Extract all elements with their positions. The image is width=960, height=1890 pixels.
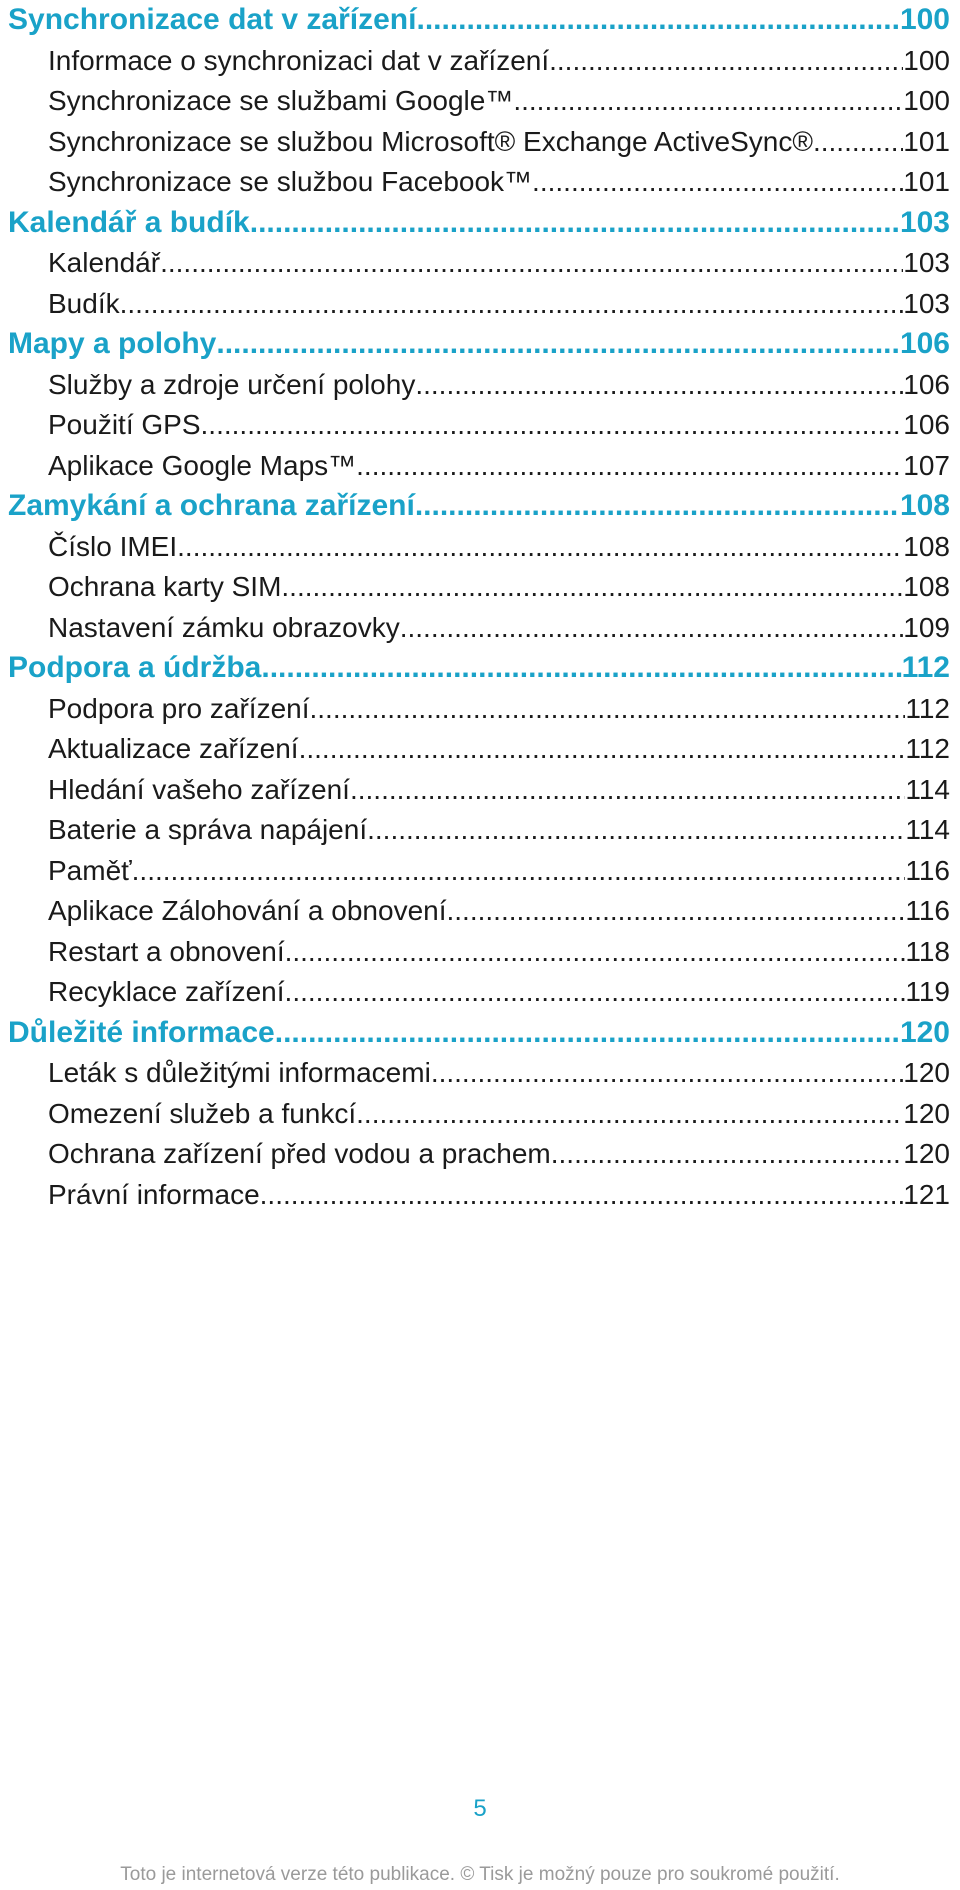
toc-entry-label: Budík — [48, 287, 120, 319]
toc-dot-leader — [299, 729, 906, 770]
toc-entry-label: Restart a obnovení — [48, 935, 285, 967]
toc-dot-leader — [285, 972, 906, 1013]
toc-subsection-entry[interactable] — [8, 527, 950, 568]
toc-entry-page: 103 — [899, 205, 950, 239]
toc-entry-page: 100 — [899, 3, 950, 36]
toc-entry-page: 116 — [905, 854, 950, 886]
toc-entry-page: 120 — [903, 1097, 950, 1129]
toc-subsection-entry[interactable] — [8, 567, 950, 608]
toc-entry-page: 112 — [901, 651, 950, 684]
toc-subsection-entry[interactable] — [8, 405, 950, 446]
toc-subsection-entry[interactable] — [8, 1134, 950, 1175]
toc-dot-leader — [513, 81, 903, 122]
toc-section-entry[interactable] — [8, 1013, 950, 1054]
toc-section-entry[interactable] — [8, 648, 950, 689]
toc-entry-label: Ochrana zařízení před vodou a prachem — [48, 1138, 551, 1169]
toc-subsection-entry[interactable] — [8, 972, 950, 1013]
toc-dot-leader — [356, 446, 903, 487]
toc-entry-label: Informace o synchronizaci dat v zařízení — [48, 44, 550, 76]
toc-entry-label: Paměť — [48, 854, 132, 886]
toc-subsection-entry[interactable] — [8, 1175, 950, 1216]
toc-dot-leader — [431, 1053, 903, 1094]
toc-entry-page: 101 — [903, 125, 950, 157]
toc-entry-label: Podpora a údržba — [8, 651, 262, 684]
toc-dot-leader — [120, 284, 904, 325]
toc-entry-label: Aktualizace zařízení — [48, 733, 299, 764]
toc-subsection-entry[interactable] — [8, 729, 950, 770]
toc-dot-leader — [356, 1094, 903, 1135]
toc-entry-page: 121 — [903, 1178, 950, 1210]
toc-subsection-entry[interactable] — [8, 243, 950, 284]
toc-dot-leader — [447, 891, 906, 932]
toc-entry-label: Ochrana karty SIM — [48, 571, 282, 602]
toc-entry-page: 114 — [905, 814, 950, 845]
toc-dot-leader — [813, 122, 903, 163]
toc-entry-label: Důležité informace — [8, 1015, 275, 1049]
toc-entry-page: 103 — [903, 287, 950, 319]
toc-entry-label: Omezení služeb a funkcí — [48, 1097, 357, 1129]
toc-subsection-entry[interactable] — [8, 689, 950, 730]
toc-entry-page: 119 — [905, 976, 950, 1007]
page-number: 5 — [473, 1795, 487, 1822]
toc-dot-leader — [415, 365, 903, 406]
toc-subsection-entry[interactable] — [8, 770, 950, 811]
toc-dot-leader — [201, 405, 904, 446]
toc-subsection-entry[interactable] — [8, 122, 950, 163]
toc-dot-leader — [260, 1175, 904, 1216]
toc-entry-label: Synchronizace se službou Facebook™ — [48, 166, 533, 197]
toc-dot-leader — [416, 0, 899, 41]
toc-entry-page: 120 — [903, 1138, 950, 1169]
toc-dot-leader — [310, 689, 906, 730]
toc-dot-leader — [160, 243, 903, 284]
toc-subsection-entry[interactable] — [8, 608, 950, 649]
toc-entry-page: 100 — [903, 44, 950, 76]
toc-entry-label: Kalendář — [48, 247, 161, 278]
toc-subsection-entry[interactable] — [8, 162, 950, 203]
toc-subsection-entry[interactable] — [8, 365, 950, 406]
toc-subsection-entry[interactable] — [8, 446, 950, 487]
toc-entry-page: 103 — [903, 247, 950, 278]
toc-dot-leader — [551, 1134, 904, 1175]
toc-entry-page: 106 — [903, 409, 950, 440]
toc-entry-label: Mapy a polohy — [8, 327, 217, 360]
toc-entry-page: 101 — [903, 166, 950, 197]
toc-subsection-entry[interactable] — [8, 891, 950, 932]
toc-dot-leader — [281, 567, 903, 608]
toc-section-entry[interactable] — [8, 486, 950, 527]
table-of-contents — [8, 0, 950, 1215]
toc-section-entry[interactable] — [8, 324, 950, 365]
toc-subsection-entry[interactable] — [8, 1094, 950, 1135]
toc-dot-leader — [350, 770, 905, 811]
toc-subsection-entry[interactable] — [8, 284, 950, 325]
toc-dot-leader — [261, 648, 901, 689]
toc-entry-label: Kalendář a budík — [8, 205, 250, 239]
toc-entry-page: 112 — [905, 733, 950, 764]
toc-entry-label: Podpora pro zařízení — [48, 692, 310, 724]
toc-entry-page: 118 — [905, 935, 950, 967]
toc-entry-page: 112 — [905, 692, 950, 724]
toc-entry-label: Zamykání a ochrana zařízení — [8, 489, 415, 522]
toc-entry-label: Synchronizace dat v zařízení — [8, 3, 417, 36]
toc-entry-label: Synchronizace se službou Microsoft® Exchange ActiveSync® — [48, 125, 813, 157]
toc-entry-page: 120 — [903, 1057, 950, 1088]
toc-entry-label: Číslo IMEI — [48, 530, 178, 562]
footer-note: Toto je internetová verze této publikace. © Tisk je možný pouze pro soukromé použití. — [120, 1864, 840, 1885]
toc-dot-leader — [285, 932, 906, 973]
toc-entry-page: 108 — [899, 489, 950, 522]
toc-dot-leader — [177, 527, 903, 568]
toc-entry-page: 108 — [903, 571, 950, 602]
toc-entry-page: 106 — [903, 368, 950, 400]
toc-section-entry[interactable] — [8, 0, 950, 41]
toc-entry-label: Aplikace Zálohování a obnovení — [48, 895, 447, 926]
toc-entry-page: 109 — [903, 611, 950, 643]
toc-subsection-entry[interactable] — [8, 932, 950, 973]
toc-subsection-entry[interactable] — [8, 41, 950, 82]
toc-entry-label: Hledání vašeho zařízení — [48, 773, 350, 805]
toc-entry-page: 116 — [905, 895, 950, 926]
toc-dot-leader — [367, 810, 905, 851]
toc-entry-page: 107 — [903, 449, 950, 481]
toc-entry-label: Použití GPS — [48, 409, 201, 440]
toc-entry-page: 106 — [899, 327, 950, 360]
toc-dot-leader — [132, 851, 906, 892]
toc-entry-page: 120 — [899, 1015, 950, 1049]
toc-dot-leader — [275, 1013, 900, 1054]
toc-dot-leader — [549, 41, 903, 82]
toc-subsection-entry[interactable] — [8, 81, 950, 122]
toc-entry-label: Synchronizace se službami Google™ — [48, 85, 514, 116]
toc-entry-label: Právní informace — [48, 1178, 260, 1210]
toc-subsection-entry[interactable] — [8, 1053, 950, 1094]
toc-dot-leader — [415, 486, 900, 527]
toc-entry-label: Nastavení zámku obrazovky — [48, 611, 400, 643]
toc-dot-leader — [250, 203, 900, 244]
toc-dot-leader — [216, 324, 900, 365]
toc-section-entry[interactable] — [8, 203, 950, 244]
toc-subsection-entry[interactable] — [8, 810, 950, 851]
toc-entry-label: Služby a zdroje určení polohy — [48, 368, 416, 400]
toc-entry-page: 108 — [903, 530, 950, 562]
toc-entry-label: Aplikace Google Maps™ — [48, 449, 357, 481]
toc-subsection-entry[interactable] — [8, 851, 950, 892]
toc-entry-label: Recyklace zařízení — [48, 976, 285, 1007]
toc-dot-leader — [532, 162, 903, 203]
toc-dot-leader — [400, 608, 904, 649]
toc-entry-label: Leták s důležitými informacemi — [48, 1057, 431, 1088]
toc-entry-page: 100 — [903, 85, 950, 116]
toc-entry-page: 114 — [905, 773, 950, 805]
toc-entry-label: Baterie a správa napájení — [48, 814, 368, 845]
